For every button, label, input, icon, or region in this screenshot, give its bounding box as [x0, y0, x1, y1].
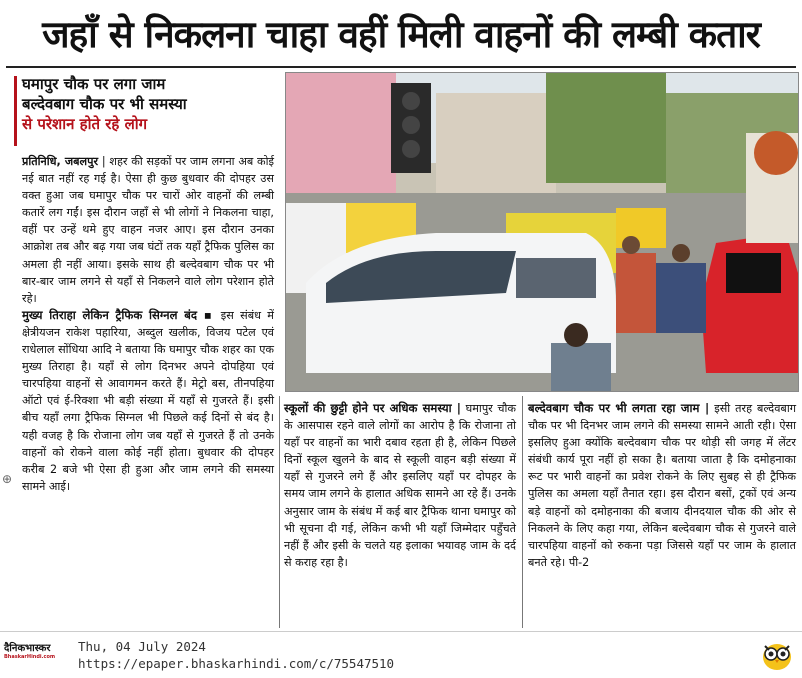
logo-sub-text: BhaskarHindi.com [4, 654, 56, 660]
column-3-subhead: बल्देवबाग चौक पर भी लगता रहा जाम | [528, 401, 710, 415]
owl-mascot-icon [760, 638, 794, 672]
traffic-photo-illustration [286, 73, 798, 391]
column-1-paragraph-1: शहर की सड़कों पर जाम लगना अब कोई नई बात नहीं रह गई है। ऐसा ही कुछ बुधवार की दोपहर उस वक्त हुआ जब घमापुर चौक पर चारों ओर वाहनों की लम्बी कतारें लग गईं। इस दौरान जहाँ से भी लोगों ने निकलना चाहा, वहीं पर उन्हें थमे हुए वाहन नजर आए। इस दौरान उनका आक्रोश तब और बढ़ गया जब घंटों तक यहाँ ट्रैफिक पुलिस का अमला ही नहीं आया। इसके साथ ही बल्देवबाग चौक पर भी बार-बार जाम लगने से यहाँ से निकलने वाले लोग परेशान होते रहे। [22, 155, 274, 305]
bhaskar-logo [4, 640, 64, 666]
column-2-paragraph: घमापुर चौक के आसपास रहने वाले लोगों का आरोप है कि रोजाना तो यहाँ पर वाहनों का भारी दबाव रहता ही है, लेकिन पिछले दिनों स्कूल खुलने के बाद से स्कूली वाहन बड़ी संख्या में यहाँ से गुजरने लगे हैं और इसलिए यहाँ पर दोपहर के समय जाम लगने के हालात अधिक सामने आ रहे हैं। उनके अनुसार जाम के संबंध में कई बार ट्रैफिक थाना घमापुर को भी सूचना दी गई, लेकिन कभी भी यहाँ जिम्मेदार पहुँचते नहीं हैं और इसी के चलते यह इलाका भयावह जाम के दर्द से कराह रहा है। [284, 402, 517, 569]
source-url[interactable]: https://epaper.bhaskarhindi.com/c/75547510 [78, 656, 395, 671]
headline: जहाँ से निकलना चाहा वहीं मिली वाहनों की लम्बी कतार [42, 13, 760, 56]
column-1-subhead: मुख्य तिराहा लेकिन ट्रैफिक सिग्नल बंद ▪ [22, 307, 215, 322]
column-2-subhead: स्कूलों की छुट्टी होने पर अधिक समस्या | [284, 401, 461, 415]
column-divider-1 [279, 396, 280, 628]
footer [0, 631, 802, 678]
logo-main-text: दैनिकभास्कर [4, 643, 51, 654]
headline-rule [6, 66, 796, 68]
publish-date: Thu, 04 July 2024 [78, 639, 206, 654]
column-1-paragraph-2: इस संबंध में क्षेत्रीयजन राकेश पहारिया, अब्दुल खलीक, विजय पटेल एवं राधेलाल सोंधिया आदि ने बताया कि घमापुर चौक शहर का एक मुख्य तिराहा है। यहाँ से लोग दिनभर अपने दोपहिया एवं चारपहिया वाहनों से आवागमन करते हैं। मेट्रो बस, तीनपहिया ऑटो एवं ई-रिक्शा भी बड़ी संख्या में यहाँ से गुजरते हैं। इसी बीच यहाँ लगा ट्रैफिक सिग्नल भी पिछले कई दिनों से बंद है। यही वजह है कि रोजाना लोग जब यहाँ से गुजरते हैं तो उनके वाहनों को रोकने वाला कोई नहीं होता। बुधवार की दोपहर करीब 2 बजे भी ऐसा ही हुआ और जाम लगने की समस्या सामने आई। [22, 308, 274, 493]
column-3 [528, 400, 796, 571]
dateline-separator: | [98, 155, 110, 168]
deck-line-2: बल्देवबाग चौक पर भी समस्या [22, 95, 187, 113]
column-1 [22, 153, 274, 495]
crosshair-marker-icon: ⊕ [2, 472, 13, 486]
column-3-paragraph: इसी तरह बल्देवबाग चौक पर भी दिनभर जाम लगने की समस्या सामने आती रही। ऐसा इसलिए हुआ क्योंकि बल्देवबाग चौक पर थोड़ी सी जगह में लेंटर संबंधी कार्य पूरा नहीं हो सका है। बताया जाता है कि दमोहनाका रूट पर भारी वाहनों का प्रवेश रोकने के लिए सुबह से ही ट्रैफिक पुलिस का अमला यहाँ तैनात रहा। इस दौरान बसों, ट्रकों एवं अन्य बड़े वाहनों को दमोहनाका की बजाय दीनदयाल चौक की ओर से निकलने के लिए कहा गया, लेकिन बल्देवबाग चौक से गुजरने वाले चारपहिया वाहनों को रुकना पड़ा जिससे यहाँ पर जाम के हालात बनते रहे। पी-2 [528, 402, 797, 569]
traffic-photo [285, 72, 799, 392]
deck-line-3: से परेशान होते रहे लोग [22, 115, 148, 133]
deck [22, 74, 282, 134]
footer-meta [78, 638, 394, 672]
column-2 [284, 400, 516, 571]
dateline: प्रतिनिधि, जबलपुर [22, 155, 99, 168]
deck-line-1: घमापुर चौक पर लगा जाम [22, 75, 166, 93]
column-divider-2 [522, 396, 523, 628]
deck-bar [14, 76, 17, 146]
